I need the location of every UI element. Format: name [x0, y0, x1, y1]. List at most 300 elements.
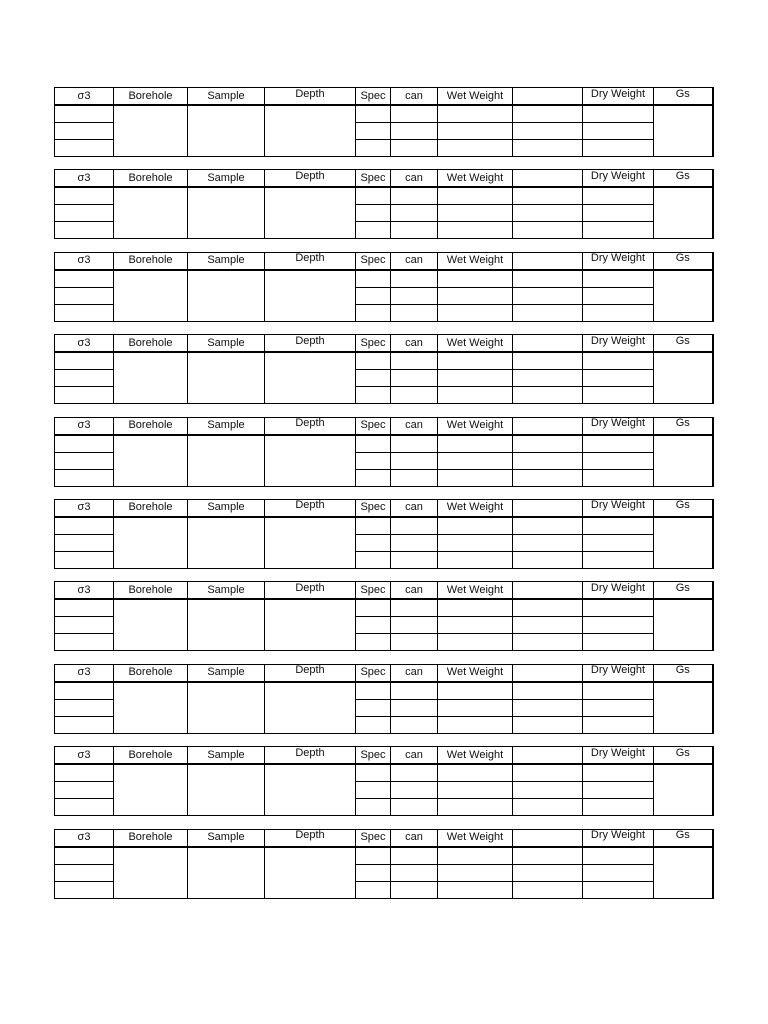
entry-cell[interactable]	[356, 304, 391, 321]
entry-cell[interactable]	[583, 352, 654, 370]
entry-cell[interactable]	[391, 452, 438, 469]
column-header	[55, 499, 114, 517]
entry-cell[interactable]	[55, 716, 114, 733]
entry-cell[interactable]	[513, 864, 583, 881]
entry-cell[interactable]	[583, 435, 654, 453]
column-header	[654, 664, 713, 682]
entry-cell[interactable]	[55, 517, 114, 535]
entry-cell[interactable]	[583, 847, 654, 865]
entry-cell[interactable]	[188, 847, 265, 899]
entry-cell[interactable]	[55, 634, 114, 651]
entry-cell[interactable]	[391, 387, 438, 404]
entry-cell[interactable]	[438, 847, 513, 865]
entry-cell[interactable]	[55, 270, 114, 288]
entry-cell[interactable]	[55, 287, 114, 304]
entry-cell[interactable]	[513, 682, 583, 700]
column-header	[55, 829, 114, 847]
entry-cell[interactable]	[438, 534, 513, 551]
entry-cell[interactable]	[391, 864, 438, 881]
column-header-label: Gs	[675, 664, 690, 677]
entry-cell[interactable]	[583, 617, 654, 634]
column-header-label: Dry Weight	[590, 169, 646, 182]
entry-cell[interactable]	[356, 387, 391, 404]
column-header-label: Borehole	[128, 419, 173, 432]
column-header	[188, 417, 265, 435]
entry-cell[interactable]	[654, 187, 713, 239]
entry-cell[interactable]	[513, 222, 583, 239]
entry-cell[interactable]	[513, 123, 583, 140]
entry-cell[interactable]	[356, 799, 391, 816]
entry-cell[interactable]	[583, 864, 654, 881]
entry-cell[interactable]	[513, 517, 583, 535]
column-header-label: Gs	[675, 252, 690, 265]
entry-cell[interactable]	[438, 352, 513, 370]
entry-cell[interactable]	[438, 599, 513, 617]
column-header	[114, 747, 188, 765]
column-header	[654, 252, 713, 270]
column-header-label: Wet Weight	[446, 254, 504, 267]
table-row	[55, 847, 713, 865]
entry-cell[interactable]	[438, 682, 513, 700]
entry-cell[interactable]	[55, 764, 114, 782]
entry-cell[interactable]	[513, 205, 583, 222]
entry-cell[interactable]	[55, 222, 114, 239]
entry-cell[interactable]	[55, 140, 114, 157]
entry-cell[interactable]	[513, 764, 583, 782]
entry-cell[interactable]	[654, 517, 713, 569]
entry-cell[interactable]	[391, 469, 438, 486]
entry-cell[interactable]	[583, 105, 654, 123]
entry-cell[interactable]	[583, 517, 654, 535]
entry-cell[interactable]	[438, 187, 513, 205]
entry-cell[interactable]	[583, 551, 654, 568]
entry-cell[interactable]	[438, 387, 513, 404]
entry-cell[interactable]	[438, 435, 513, 453]
entry-cell[interactable]	[356, 187, 391, 205]
entry-cell[interactable]	[114, 187, 188, 239]
entry-cell[interactable]	[391, 435, 438, 453]
column-header-label: Wet Weight	[446, 171, 504, 184]
entry-cell[interactable]	[265, 187, 356, 239]
entry-cell[interactable]	[55, 370, 114, 387]
entry-cell[interactable]	[583, 287, 654, 304]
entry-cell[interactable]	[438, 864, 513, 881]
entry-cell[interactable]	[583, 452, 654, 469]
column-header	[114, 335, 188, 353]
column-header	[114, 664, 188, 682]
column-header	[55, 417, 114, 435]
entry-cell[interactable]	[513, 370, 583, 387]
column-header	[513, 88, 583, 106]
column-header-label: Gs	[675, 499, 690, 512]
entry-cell[interactable]	[391, 716, 438, 733]
entry-cell[interactable]	[583, 469, 654, 486]
column-header-label: can	[405, 831, 423, 844]
entry-cell[interactable]	[513, 469, 583, 486]
entry-cell[interactable]	[654, 270, 713, 322]
column-header	[356, 417, 391, 435]
entry-cell[interactable]	[356, 352, 391, 370]
column-header-label: σ3	[77, 748, 91, 761]
column-header	[438, 252, 513, 270]
column-header	[265, 252, 356, 270]
column-header-label: Depth	[295, 252, 325, 265]
entry-cell[interactable]	[391, 187, 438, 205]
entry-cell[interactable]	[438, 881, 513, 898]
entry-cell[interactable]	[356, 469, 391, 486]
entry-cell[interactable]	[55, 847, 114, 865]
entry-cell[interactable]	[513, 105, 583, 123]
entry-cell[interactable]	[55, 105, 114, 123]
entry-cell[interactable]	[438, 469, 513, 486]
entry-cell[interactable]	[654, 682, 713, 734]
entry-cell[interactable]	[438, 799, 513, 816]
entry-cell[interactable]	[114, 847, 188, 899]
entry-cell[interactable]	[583, 699, 654, 716]
entry-cell[interactable]	[265, 847, 356, 899]
column-header	[114, 88, 188, 106]
entry-cell[interactable]	[513, 304, 583, 321]
entry-cell[interactable]	[356, 864, 391, 881]
entry-cell[interactable]	[391, 123, 438, 140]
entry-cell[interactable]	[438, 205, 513, 222]
entry-cell[interactable]	[438, 222, 513, 239]
entry-cell[interactable]	[583, 270, 654, 288]
entry-cell[interactable]	[391, 881, 438, 898]
entry-cell[interactable]	[114, 105, 188, 157]
entry-cell[interactable]	[55, 864, 114, 881]
column-header-label: Borehole	[128, 171, 173, 184]
entry-cell[interactable]	[55, 782, 114, 799]
entry-cell[interactable]	[391, 599, 438, 617]
column-header	[114, 252, 188, 270]
entry-cell[interactable]	[391, 634, 438, 651]
column-header-label: Gs	[675, 746, 690, 759]
entry-cell[interactable]	[438, 105, 513, 123]
entry-cell[interactable]	[55, 699, 114, 716]
column-header-label: Sample	[207, 171, 245, 184]
entry-cell[interactable]	[356, 105, 391, 123]
entry-cell[interactable]	[55, 534, 114, 551]
column-header	[583, 664, 654, 682]
column-header	[265, 582, 356, 600]
entry-cell[interactable]	[265, 270, 356, 322]
column-header-label: Spec	[360, 254, 386, 267]
entry-cell[interactable]	[356, 881, 391, 898]
entry-cell[interactable]	[513, 551, 583, 568]
entry-cell[interactable]	[265, 105, 356, 157]
entry-cell[interactable]	[513, 287, 583, 304]
entry-cell[interactable]	[583, 387, 654, 404]
entry-cell[interactable]	[55, 304, 114, 321]
entry-cell[interactable]	[391, 304, 438, 321]
entry-cell[interactable]	[114, 270, 188, 322]
entry-cell[interactable]	[55, 205, 114, 222]
entry-cell[interactable]	[583, 799, 654, 816]
entry-cell[interactable]	[654, 352, 713, 404]
header-row	[55, 664, 713, 682]
column-header	[114, 582, 188, 600]
entry-cell[interactable]	[438, 617, 513, 634]
column-header	[55, 747, 114, 765]
entry-cell[interactable]	[391, 847, 438, 865]
entry-cell[interactable]	[188, 764, 265, 816]
entry-cell[interactable]	[265, 682, 356, 734]
entry-cell[interactable]	[438, 551, 513, 568]
entry-cell[interactable]	[356, 370, 391, 387]
entry-cell[interactable]	[356, 205, 391, 222]
entry-cell[interactable]	[391, 287, 438, 304]
entry-cell[interactable]	[513, 599, 583, 617]
entry-cell[interactable]	[513, 270, 583, 288]
entry-cell[interactable]	[391, 205, 438, 222]
entry-cell[interactable]	[356, 517, 391, 535]
table-row	[55, 435, 713, 453]
entry-cell[interactable]	[391, 551, 438, 568]
entry-cell[interactable]	[188, 435, 265, 487]
entry-cell[interactable]	[513, 634, 583, 651]
entry-cell[interactable]	[391, 617, 438, 634]
entry-cell[interactable]	[438, 634, 513, 651]
entry-cell[interactable]	[356, 764, 391, 782]
entry-cell[interactable]	[391, 699, 438, 716]
entry-cell[interactable]	[438, 764, 513, 782]
column-header	[438, 582, 513, 600]
entry-cell[interactable]	[438, 699, 513, 716]
column-header	[114, 417, 188, 435]
column-header	[188, 88, 265, 106]
entry-cell[interactable]	[513, 799, 583, 816]
entry-cell[interactable]	[513, 699, 583, 716]
entry-cell[interactable]	[265, 435, 356, 487]
entry-cell[interactable]	[356, 599, 391, 617]
entry-cell[interactable]	[583, 222, 654, 239]
entry-cell[interactable]	[356, 847, 391, 865]
entry-cell[interactable]	[654, 435, 713, 487]
column-header	[513, 829, 583, 847]
entry-cell[interactable]	[391, 352, 438, 370]
entry-cell[interactable]	[391, 799, 438, 816]
entry-cell[interactable]	[55, 881, 114, 898]
entry-block	[54, 581, 712, 650]
entry-cell[interactable]	[265, 764, 356, 816]
entry-cell[interactable]	[55, 599, 114, 617]
entry-cell[interactable]	[55, 435, 114, 453]
entry-cell[interactable]	[391, 140, 438, 157]
column-header-label: Wet Weight	[446, 501, 504, 514]
entry-cell[interactable]	[438, 370, 513, 387]
entry-cell[interactable]	[188, 682, 265, 734]
entry-cell[interactable]	[391, 222, 438, 239]
column-header-label: Depth	[295, 829, 325, 842]
entry-cell[interactable]	[438, 287, 513, 304]
entry-cell[interactable]	[356, 222, 391, 239]
entry-cell[interactable]	[583, 534, 654, 551]
entry-block	[54, 417, 712, 486]
entry-cell[interactable]	[513, 187, 583, 205]
entry-cell[interactable]	[55, 187, 114, 205]
column-header	[583, 170, 654, 188]
entry-cell[interactable]	[356, 617, 391, 634]
entry-cell[interactable]	[654, 105, 713, 157]
entry-cell[interactable]	[654, 764, 713, 816]
entry-cell[interactable]	[391, 682, 438, 700]
entry-cell[interactable]	[513, 716, 583, 733]
entry-cell[interactable]	[55, 617, 114, 634]
entry-cell[interactable]	[356, 123, 391, 140]
entry-cell[interactable]	[356, 782, 391, 799]
entry-cell[interactable]	[356, 140, 391, 157]
entry-cell[interactable]	[265, 352, 356, 404]
entry-cell[interactable]	[513, 352, 583, 370]
entry-cell[interactable]	[513, 881, 583, 898]
column-header-label: σ3	[77, 666, 91, 679]
entry-cell[interactable]	[513, 782, 583, 799]
column-header	[391, 664, 438, 682]
column-header-label: Sample	[207, 254, 245, 267]
column-header-label: Borehole	[128, 254, 173, 267]
column-header	[583, 499, 654, 517]
column-header-label: Dry Weight	[590, 664, 646, 677]
entry-cell[interactable]	[583, 123, 654, 140]
entry-cell[interactable]	[391, 370, 438, 387]
entry-cell[interactable]	[513, 534, 583, 551]
entry-cell[interactable]	[513, 452, 583, 469]
column-header-label: can	[405, 583, 423, 596]
column-header	[513, 499, 583, 517]
entry-cell[interactable]	[513, 847, 583, 865]
column-header	[356, 664, 391, 682]
entry-cell[interactable]	[391, 764, 438, 782]
entry-cell[interactable]	[583, 140, 654, 157]
entry-block	[54, 169, 712, 238]
column-header-label: Wet Weight	[446, 666, 504, 679]
column-header	[188, 252, 265, 270]
entry-cell[interactable]	[438, 270, 513, 288]
entry-cell[interactable]	[438, 140, 513, 157]
entry-cell[interactable]	[583, 599, 654, 617]
entry-cell[interactable]	[188, 270, 265, 322]
entry-cell[interactable]	[391, 105, 438, 123]
entry-cell[interactable]	[438, 782, 513, 799]
entry-table	[54, 334, 714, 404]
column-header	[188, 335, 265, 353]
column-header	[391, 499, 438, 517]
table-row	[55, 682, 713, 700]
entry-cell[interactable]	[356, 551, 391, 568]
entry-cell[interactable]	[55, 387, 114, 404]
entry-cell[interactable]	[438, 716, 513, 733]
entry-cell[interactable]	[114, 599, 188, 651]
entry-cell[interactable]	[654, 847, 713, 899]
entry-cell[interactable]	[438, 123, 513, 140]
entry-cell[interactable]	[583, 764, 654, 782]
column-header	[654, 499, 713, 517]
entry-cell[interactable]	[583, 881, 654, 898]
column-header	[391, 747, 438, 765]
entry-cell[interactable]	[55, 123, 114, 140]
entry-cell[interactable]	[356, 534, 391, 551]
entry-cell[interactable]	[391, 782, 438, 799]
entry-cell[interactable]	[391, 534, 438, 551]
entry-block	[54, 829, 712, 898]
column-header	[265, 829, 356, 847]
column-header	[265, 170, 356, 188]
entry-cell[interactable]	[55, 469, 114, 486]
column-header-label: σ3	[77, 583, 91, 596]
column-header-label: Sample	[207, 336, 245, 349]
entry-cell[interactable]	[188, 187, 265, 239]
entry-cell[interactable]	[356, 682, 391, 700]
entry-cell[interactable]	[188, 599, 265, 651]
entry-cell[interactable]	[55, 799, 114, 816]
header-row	[55, 499, 713, 517]
entry-cell[interactable]	[438, 452, 513, 469]
entry-cell[interactable]	[513, 617, 583, 634]
entry-cell[interactable]	[391, 270, 438, 288]
entry-cell[interactable]	[583, 205, 654, 222]
entry-cell[interactable]	[356, 699, 391, 716]
entry-cell[interactable]	[513, 435, 583, 453]
column-header	[356, 335, 391, 353]
entry-cell[interactable]	[654, 599, 713, 651]
entry-cell[interactable]	[356, 452, 391, 469]
entry-cell[interactable]	[114, 352, 188, 404]
entry-cell[interactable]	[583, 682, 654, 700]
entry-cell[interactable]	[265, 599, 356, 651]
entry-cell[interactable]	[438, 304, 513, 321]
entry-cell[interactable]	[265, 517, 356, 569]
entry-cell[interactable]	[356, 435, 391, 453]
entry-cell[interactable]	[55, 352, 114, 370]
column-header	[583, 252, 654, 270]
table-row	[55, 517, 713, 535]
entry-cell[interactable]	[188, 105, 265, 157]
column-header	[188, 582, 265, 600]
entry-cell[interactable]	[583, 304, 654, 321]
entry-cell[interactable]	[391, 517, 438, 535]
entry-cell[interactable]	[438, 517, 513, 535]
entry-cell[interactable]	[583, 782, 654, 799]
entry-cell[interactable]	[356, 634, 391, 651]
entry-cell[interactable]	[114, 435, 188, 487]
entry-cell[interactable]	[513, 387, 583, 404]
column-header-label: Depth	[295, 169, 325, 182]
entry-cell[interactable]	[55, 551, 114, 568]
entry-cell[interactable]	[114, 517, 188, 569]
entry-cell[interactable]	[356, 270, 391, 288]
column-header	[391, 170, 438, 188]
entry-cell[interactable]	[356, 716, 391, 733]
entry-cell[interactable]	[583, 634, 654, 651]
entry-cell[interactable]	[513, 140, 583, 157]
entry-cell[interactable]	[55, 682, 114, 700]
entry-cell[interactable]	[188, 352, 265, 404]
column-header-label: Wet Weight	[446, 748, 504, 761]
column-header	[114, 829, 188, 847]
table-row	[55, 352, 713, 370]
column-header	[513, 664, 583, 682]
entry-cell[interactable]	[114, 682, 188, 734]
entry-cell[interactable]	[583, 187, 654, 205]
entry-cell[interactable]	[188, 517, 265, 569]
entry-cell[interactable]	[114, 764, 188, 816]
entry-cell[interactable]	[55, 452, 114, 469]
entry-cell[interactable]	[583, 716, 654, 733]
entry-cell[interactable]	[356, 287, 391, 304]
entry-cell[interactable]	[583, 370, 654, 387]
column-header-label: Gs	[675, 417, 690, 430]
